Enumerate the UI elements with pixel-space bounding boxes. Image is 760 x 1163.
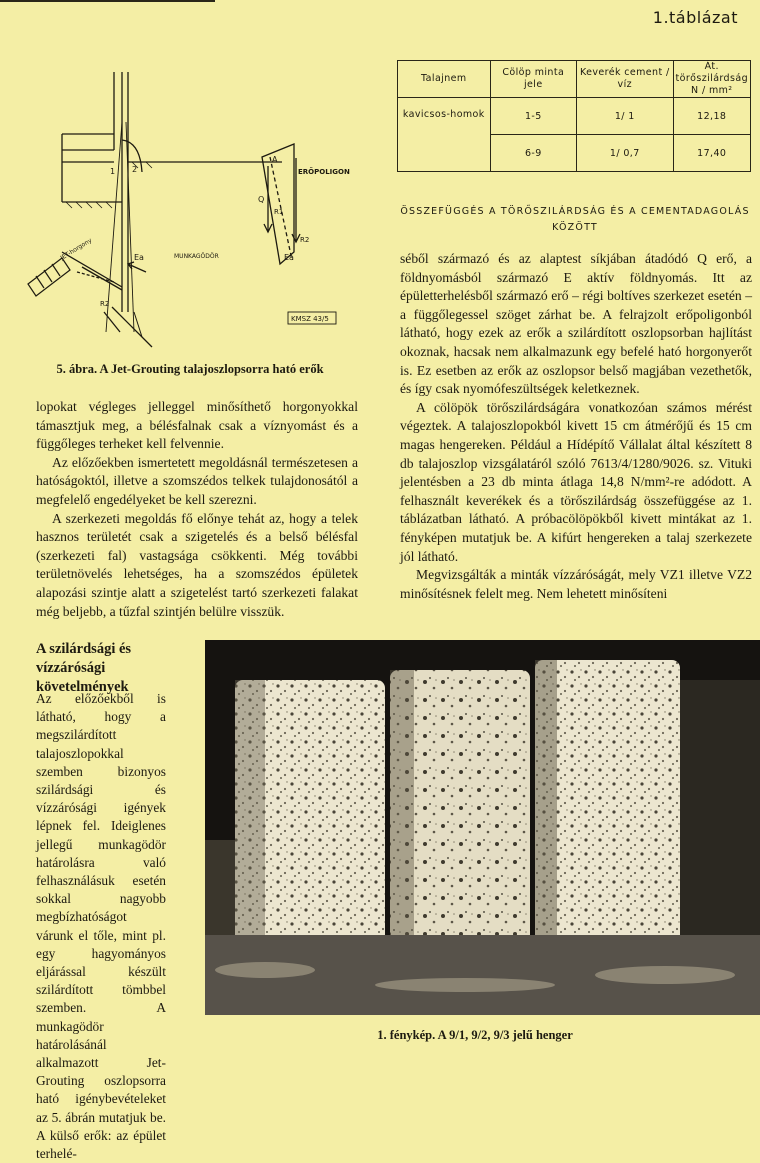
table-header-sample: Cölöp minta jele bbox=[490, 61, 576, 98]
core-cylinder bbox=[535, 660, 680, 945]
figure-label-ea: Ea bbox=[134, 253, 144, 262]
table-header-soil: Talajnem bbox=[398, 61, 491, 98]
table-tag: 1.táblázat bbox=[652, 8, 738, 27]
figure-label-erőpoligon: ERŐPOLIGON bbox=[298, 168, 350, 176]
table-header-row bbox=[398, 61, 751, 98]
figure-label-r2-pile: R2 bbox=[100, 300, 110, 308]
paragraph: Megvizsgálták a minták vízzáróságát, mely VZ1 illetve VZ2 minősítésnek felelt meg. Nem lehetett minősíteni bbox=[400, 567, 752, 601]
table-caption: ÖSSZEFÜGGÉS A TÖRŐSZILÁRDSÁG ÉS A CEMENTADAGOLÁS KÖZÖTT bbox=[400, 206, 750, 233]
figure-label-1: 1 bbox=[110, 167, 116, 176]
paragraph: A cölöpök törőszilárdságára vonatkozóan számos mérést végeztek. A talajoszlopokból kivett 15 cm átmérőjű és 15 cm magas hengereken. Például a Hídépítő Vállalat által készített 8 db talajoszlop vizsgálatáról szóló 7613/4/1280/9026. sz. Vituki jelentésben a 23 db minta átlaga 14,8 N/mm²-re adódott. A felhasznált keverékek és a törőszilárdság összefüggése az 1. táblázatban látható. A próbacölöpökből kivett mintákat az 1. fényképen mutatjuk be. A kifúrt hengereken a talaj szerkezete jól látható. bbox=[400, 399, 752, 564]
figure-label-munkagodor: MUNKAGÖDÖR bbox=[174, 253, 219, 260]
figure-label-r1: R1 bbox=[274, 208, 284, 216]
paragraph: A szerkezeti megoldás fő előnye tehát az, hogy a telek hasznos területét csak a szigetelés és a belső bélésfal (szerkezeti fal) vastagsága csökkenti. Még további területnövelés lehetséges, ha a szomszédos épületek alapozási szintje alatt a szigetelést tartó szerkezeti falakat még beljebb, a tűzfal szintjén belülre visszük. bbox=[36, 510, 358, 619]
paragraph: Az előzőekben ismertetett megoldásnál természetesen a hatóságoktól, illetve a szomszédos telkek tulajdonosától a megfelelő engedélyeket be kell szerezni. bbox=[36, 454, 358, 507]
figure-code: KMSZ 43/5 bbox=[291, 315, 329, 323]
right-column-text bbox=[400, 250, 752, 603]
section-title: A szilárdsági és vízzárósági követelmények bbox=[36, 641, 132, 695]
core-cylinder bbox=[235, 680, 385, 945]
figure-label-r2: R2 bbox=[300, 236, 310, 244]
table-cell-strength: 17,40 bbox=[673, 135, 750, 172]
table-cell-mix: 1/ 1 bbox=[577, 98, 674, 135]
photo-caption: 1. fénykép. A 9/1, 9/2, 9/3 jelű henger bbox=[377, 1028, 573, 1042]
table-header-strength: Át. törőszilárdság N / mm² bbox=[673, 61, 750, 98]
strength-table bbox=[397, 60, 751, 172]
table-cell-mix: 1/ 0,7 bbox=[577, 135, 674, 172]
figure-label-q: Q bbox=[258, 195, 265, 204]
force-diagram bbox=[22, 62, 362, 352]
paragraph: lopokat végleges jelleggel minősíthető horgonyokkal támasztjuk meg, a bélésfalnak csak a víznyomást és a függőleges terheket kell felvennie. bbox=[36, 399, 358, 452]
table-cell-soil: kavicsos-homok bbox=[398, 98, 491, 172]
core-sample-photo bbox=[205, 640, 760, 1015]
left-column-text bbox=[36, 398, 358, 621]
paragraph: séből származó és az alaptest síkjában átadódó Q erő, a földnyomásból származó E aktív földnyomás. Itt az épületterhelésből származó erő – régi boltíves szerkezet esetén – a függőlegessel szöget zárhat be. A felrajzolt erőpoligonból látható, hogy ezek az erők a szilárdított oszlopsorban hajlítást okoznak, hacsak nem alkalmazunk egy befelé ható horgonyerőt is. Ez esetben az erők az oszlopsor belső magjában vezethetők, és így csak nyomófeszültségek keletkeznek. bbox=[400, 251, 752, 397]
section-body: Az előzőekből is látható, hogy a megszilárdított talajoszlopokkal szemben bizonyos szilárdsági és vízzárósági igények lépnek fel. Ideiglenes jellegű munkagödör határolásra való felhasználásuk esetén sokkal nagyobb megbízhatóságot várunk el tőle, mint pl. egy hagyományos eljárással készült szilárdított tömbbel szemben. A munkagödör határolásánál alkalmazott Jet-Grouting oszlopsorra ható igénybevételeket az 5. ábrán mutatjuk be. A külső erők: az épület terhelé- bbox=[36, 691, 166, 1162]
figure-caption: 5. ábra. A Jet-Grouting talajoszlopsorra ható erők bbox=[56, 362, 324, 376]
top-rule bbox=[0, 0, 215, 2]
table-cell-strength: 12,18 bbox=[673, 98, 750, 135]
table-header-mix: Keverék cement / víz bbox=[577, 61, 674, 98]
table-row bbox=[398, 98, 751, 135]
figure-label-ea-polygon: Ea bbox=[284, 253, 294, 262]
figure-label-jet: JET-horgony bbox=[59, 236, 94, 262]
figure-label-2: 2 bbox=[132, 165, 138, 174]
figure-label-a: A bbox=[272, 155, 278, 164]
table-cell-sample: 6-9 bbox=[490, 135, 576, 172]
core-cylinder bbox=[390, 670, 530, 945]
table-cell-sample: 1-5 bbox=[490, 98, 576, 135]
